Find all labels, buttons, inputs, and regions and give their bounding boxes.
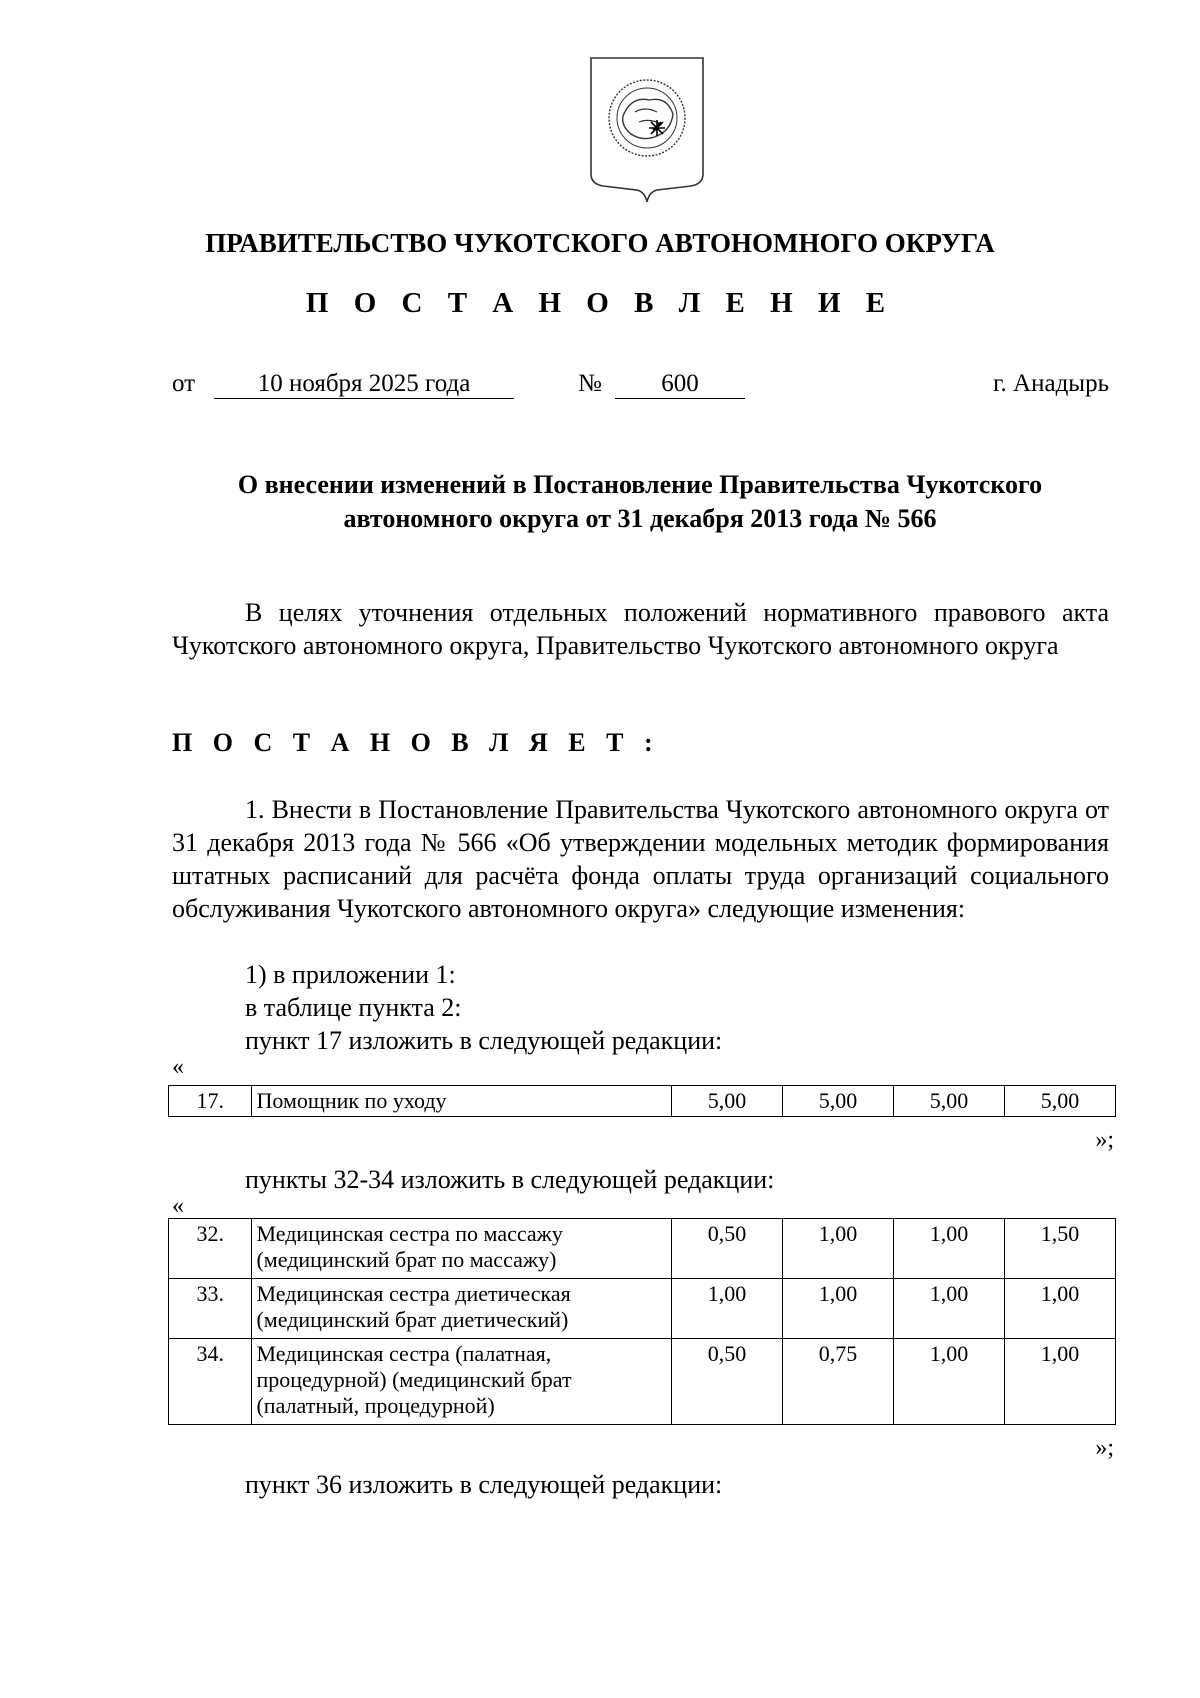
- points-32-34-intro: пункты 32-34 изложить в следующей редакции:: [245, 1165, 775, 1194]
- row-number: 32.: [169, 1219, 252, 1279]
- quote-close-mark: »;: [1095, 1127, 1114, 1153]
- value-cell: 1,00: [672, 1279, 783, 1339]
- table-row: [169, 1279, 1116, 1339]
- annex-line: 1) в приложении 1:: [245, 960, 456, 989]
- value-cell: 1,00: [782, 1279, 893, 1339]
- coat-of-arms-emblem: [587, 56, 707, 206]
- position-name-line: (медицинский брат по массажу): [256, 1247, 557, 1272]
- date-number-line: [172, 370, 1109, 406]
- quote-open-mark: «: [172, 1193, 184, 1219]
- table-row: [169, 1339, 1116, 1425]
- value-cell: 1,00: [1004, 1339, 1115, 1425]
- government-title: ПРАВИТЕЛЬСТВО ЧУКОТСКОГО АВТОНОМНОГО ОКРУГА: [205, 228, 995, 258]
- quote-close-mark: »;: [1095, 1435, 1114, 1461]
- position-name-line: (палатный, процедурной): [256, 1393, 495, 1418]
- position-name-line: процедурной) (медицинский брат: [256, 1367, 572, 1392]
- row-number: 17.: [169, 1086, 252, 1117]
- position-name-line: Медицинская сестра диетическая: [256, 1281, 571, 1306]
- value-cell: 1,00: [893, 1279, 1004, 1339]
- position-name: [252, 1219, 672, 1279]
- value-cell: 0,50: [672, 1339, 783, 1425]
- position-name-line: Медицинская сестра (палатная,: [256, 1341, 552, 1366]
- value-cell: 1,00: [1004, 1279, 1115, 1339]
- quote-open-mark: «: [172, 1054, 184, 1080]
- value-cell: 5,00: [672, 1086, 783, 1117]
- value-cell: 0,50: [672, 1219, 783, 1279]
- value-cell: 1,50: [1004, 1219, 1115, 1279]
- table-row: [169, 1086, 1116, 1117]
- position-name: Помощник по уходу: [252, 1086, 672, 1117]
- point-17-intro: пункт 17 изложить в следующей редакции:: [245, 1026, 723, 1055]
- subject-line-1: О внесении изменений в Постановление Правительства Чукотского: [237, 470, 1043, 499]
- value-cell: 1,00: [893, 1219, 1004, 1279]
- position-name: [252, 1279, 672, 1339]
- table-row: [169, 1219, 1116, 1279]
- document-date: 10 ноября 2025 года: [214, 370, 514, 399]
- subject-line-2: автономного округа от 31 декабря 2013 года № 566: [343, 504, 937, 533]
- table-point-line: в таблице пункта 2:: [245, 993, 462, 1022]
- document-type-title: П О С Т А Н О В Л Е Н И Е: [305, 287, 895, 319]
- from-label: от: [172, 370, 196, 397]
- row-number: 33.: [169, 1279, 252, 1339]
- point-17-table: [168, 1085, 1116, 1117]
- value-cell: 0,75: [782, 1339, 893, 1425]
- value-cell: 1,00: [893, 1339, 1004, 1425]
- decree-word: П О С Т А Н О В Л Я Е Т :: [172, 728, 660, 757]
- document-subject: [190, 468, 1090, 536]
- number-sign: №: [578, 370, 602, 397]
- position-name-line: Медицинская сестра по массажу: [256, 1221, 563, 1246]
- document-number: 600: [615, 370, 745, 399]
- value-cell: 5,00: [893, 1086, 1004, 1117]
- item-1-paragraph: 1. Внести в Постановление Правительства Чукотского автономного округа от 31 декабря 2013 года № 566 «Об утверждении модельных методик формирования штатных расписаний для расчёта фонда оплаты труда организаций социального обслуживания Чукотского автономного округа» следующие изменения:: [172, 795, 1109, 923]
- value-cell: 5,00: [782, 1086, 893, 1117]
- position-name-line: (медицинский брат диетический): [256, 1307, 569, 1332]
- row-number: 34.: [169, 1339, 252, 1425]
- value-cell: 1,00: [782, 1219, 893, 1279]
- position-name: [252, 1339, 672, 1425]
- point-36-intro: пункт 36 изложить в следующей редакции:: [245, 1470, 723, 1499]
- points-32-34-table: [168, 1218, 1116, 1425]
- value-cell: 5,00: [1004, 1086, 1115, 1117]
- city: г. Анадырь: [993, 370, 1109, 397]
- preamble-paragraph: В целях уточнения отдельных положений нормативного правового акта Чукотского автономного округа, Правительство Чукотского автономного округа: [172, 598, 1109, 660]
